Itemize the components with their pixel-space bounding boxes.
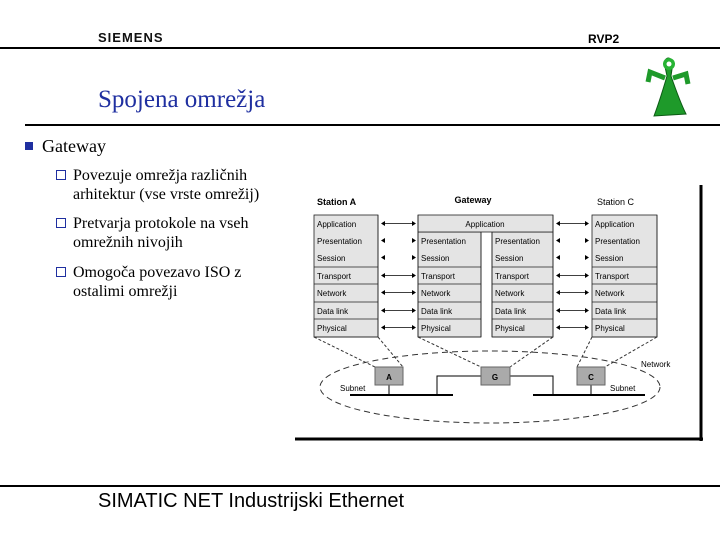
layer-label: Session [595, 254, 624, 263]
bullet-text: Gateway [42, 136, 106, 156]
layer-label: Network [495, 289, 525, 298]
layer-label: Data link [495, 307, 527, 316]
layer-label: Application [595, 220, 635, 229]
square-bullet-icon [25, 142, 33, 150]
node-g-label: G [491, 373, 499, 382]
layer-label: Network [595, 289, 625, 298]
slide-title: Spojena omrežja [98, 86, 266, 113]
layer-label: Data link [421, 307, 453, 316]
mascot-image [640, 52, 696, 122]
layer-label: Transport [595, 272, 629, 281]
subpoint [56, 166, 296, 204]
title-rule [25, 124, 720, 126]
station-a-label: Station A [317, 197, 357, 207]
gateway-diagram [295, 185, 703, 441]
footer-text: SIMATIC NET Industrijski Ethernet [98, 490, 405, 512]
layer-label: Session [421, 254, 450, 263]
layer-label: Session [317, 254, 346, 263]
subpoint-text: Povezuje omrežja različnih arhitektur (vse vrste omrežij) [73, 167, 260, 203]
layer-label: Physical [421, 324, 451, 333]
layer-label: Network [317, 289, 347, 298]
checkbox-bullet-icon [56, 267, 66, 277]
layer-label: Data link [595, 307, 627, 316]
layer-label: Transport [421, 272, 455, 281]
layer-label: Presentation [317, 237, 362, 246]
subpoint-text: Omogoča povezavo ISO z ostalimi omrežji [73, 264, 242, 300]
checkbox-bullet-icon [56, 218, 66, 228]
checkbox-bullet-icon [56, 170, 66, 180]
layer-label: Physical [595, 324, 625, 333]
layer-label: Application [317, 220, 357, 229]
layer-label: Presentation [421, 237, 466, 246]
layer-label: Presentation [595, 237, 640, 246]
subnet-label: Subnet [610, 384, 636, 393]
network-label: Network [641, 360, 671, 369]
layer-stack [418, 232, 481, 337]
station-c-label: Station C [597, 197, 635, 207]
siemens-logo: SIEMENS [98, 30, 164, 45]
layer-label: Transport [495, 272, 529, 281]
layer-label: Data link [317, 307, 349, 316]
footer-rule [0, 485, 720, 487]
layer-label: Presentation [495, 237, 540, 246]
layer-stack [492, 232, 553, 337]
node-a-label: A [386, 373, 392, 382]
node-c-label: C [588, 373, 594, 382]
gateway-label: Gateway [454, 195, 492, 205]
layer-label: Transport [317, 272, 351, 281]
subpoint-text: Pretvarja protokole na vseh omrežnih nivojih [73, 215, 249, 251]
layer-label: Session [495, 254, 524, 263]
layer-label: Physical [495, 324, 525, 333]
layer-label: Network [421, 289, 451, 298]
subpoint [56, 214, 296, 252]
bullet-gateway [25, 136, 106, 157]
slide-code: RVP2 [588, 32, 620, 46]
layer-label: Application [465, 220, 505, 229]
subnet-label: Subnet [340, 384, 366, 393]
layer-label: Physical [317, 324, 347, 333]
header-rule [0, 47, 720, 49]
subpoint [56, 263, 296, 301]
